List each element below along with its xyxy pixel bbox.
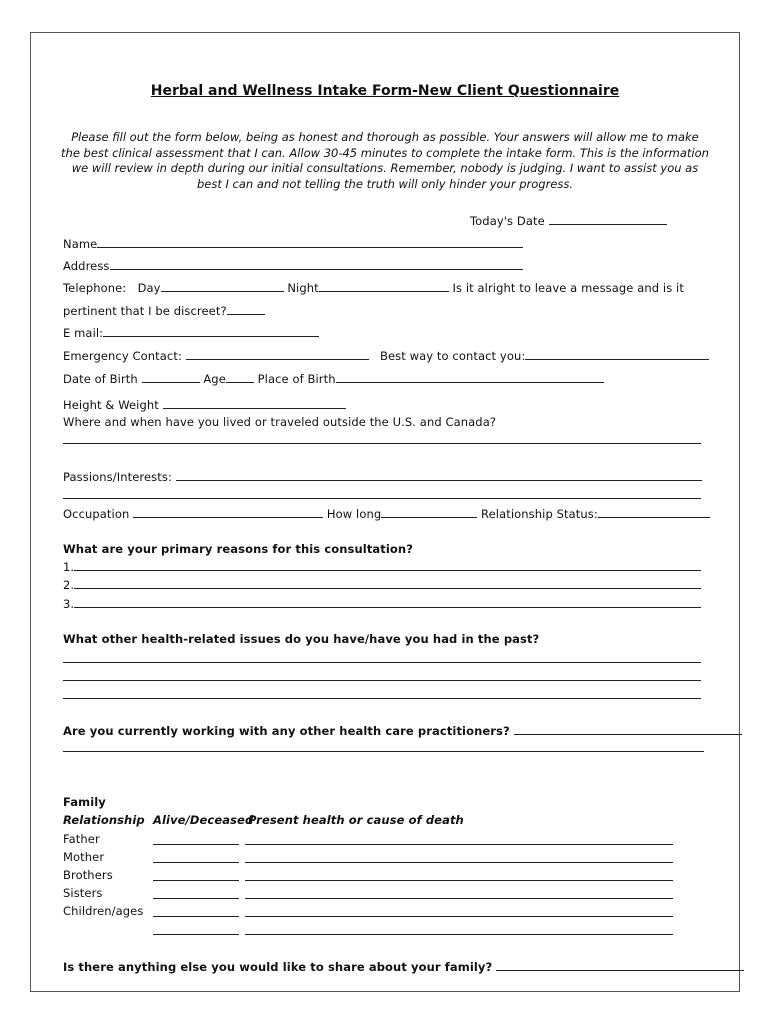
reason-1-label: 1.	[63, 560, 75, 574]
address-field[interactable]	[110, 259, 523, 270]
height-weight-label: Height & Weight	[63, 398, 159, 412]
mother-status-field[interactable]	[153, 862, 239, 863]
todays-date-label: Today's Date	[470, 214, 545, 228]
name-label: Name	[63, 237, 98, 251]
brothers-label: Brothers	[63, 868, 113, 882]
email-field[interactable]	[103, 326, 319, 337]
passions-label: Passions/Interests:	[63, 470, 172, 484]
health-issues-field-2[interactable]	[63, 680, 701, 681]
family-share-field[interactable]	[496, 960, 744, 971]
mother-health-field[interactable]	[245, 862, 673, 863]
relationship-header: Relationship	[63, 813, 145, 827]
day-phone-field[interactable]	[161, 281, 284, 292]
name-field[interactable]	[97, 237, 523, 248]
family-heading: Family	[63, 795, 106, 809]
health-issues-field-1[interactable]	[63, 662, 701, 663]
address-label: Address	[63, 259, 110, 273]
dob-field[interactable]	[142, 372, 200, 383]
night-label: Night	[287, 281, 319, 295]
family-share-row	[63, 960, 744, 974]
emergency-contact-field[interactable]	[186, 349, 369, 360]
sisters-label: Sisters	[63, 886, 103, 900]
children-health-field[interactable]	[245, 916, 673, 917]
children-label: Children/ages	[63, 904, 144, 918]
father-status-field[interactable]	[153, 844, 239, 845]
practitioners-row	[63, 724, 742, 738]
reason-3-field[interactable]	[74, 597, 701, 608]
extra-health-field[interactable]	[245, 934, 673, 935]
best-way-label: Best way to contact you:	[379, 349, 526, 363]
sisters-health-field[interactable]	[245, 898, 673, 899]
dob-row	[63, 372, 604, 386]
lived-traveled-field[interactable]	[63, 443, 701, 444]
alive-deceased-header: Alive/Deceased	[153, 813, 254, 827]
height-weight-row	[63, 398, 346, 412]
reason-1-field[interactable]	[74, 560, 701, 571]
relationship-status-label: Relationship Status:	[481, 507, 598, 521]
father-label: Father	[63, 832, 100, 846]
father-health-field[interactable]	[245, 844, 673, 845]
discreet-row	[63, 304, 265, 318]
reason-2-row	[63, 578, 701, 592]
day-label: Day	[137, 281, 161, 295]
lived-traveled-label: Where and when have you lived or traveled outside the U.S. and Canada?	[63, 415, 497, 429]
discreet-label: pertinent that I be discreet?	[63, 304, 227, 318]
reason-2-field[interactable]	[74, 578, 701, 589]
passions-row	[63, 470, 702, 484]
reason-1-row	[63, 560, 701, 574]
family-share-label: Is there anything else you would like to share about your family?	[63, 960, 493, 974]
practitioners-field-line-2[interactable]	[63, 751, 704, 752]
name-row	[63, 237, 523, 251]
emergency-contact-label: Emergency Contact:	[63, 349, 182, 363]
discreet-field[interactable]	[227, 304, 265, 315]
emergency-row	[63, 349, 709, 363]
present-health-header: Present health or cause of death	[248, 813, 464, 827]
email-label: E mail:	[63, 326, 104, 340]
best-way-field[interactable]	[525, 349, 709, 360]
how-long-label: How long	[326, 507, 382, 521]
place-of-birth-field[interactable]	[336, 372, 604, 383]
extra-status-field[interactable]	[153, 934, 239, 935]
telephone-row	[63, 281, 684, 295]
age-label: Age	[203, 372, 226, 386]
night-phone-field[interactable]	[319, 281, 449, 292]
how-long-field[interactable]	[381, 507, 477, 518]
reason-3-row	[63, 597, 701, 611]
telephone-label: Telephone:	[63, 281, 127, 295]
mother-label: Mother	[63, 850, 105, 864]
practitioners-label: Are you currently working with any other health care practitioners?	[63, 724, 510, 738]
passions-field-line-2[interactable]	[63, 498, 701, 499]
occupation-field[interactable]	[133, 507, 323, 518]
health-issues-label: What other health-related issues do you have/have you had in the past?	[63, 632, 540, 646]
brothers-status-field[interactable]	[153, 880, 239, 881]
message-question: Is it alright to leave a message and is it	[452, 281, 684, 295]
age-field[interactable]	[226, 372, 254, 383]
address-row	[63, 259, 523, 273]
todays-date-field[interactable]	[549, 214, 667, 225]
todays-date-row	[470, 214, 667, 228]
children-status-field[interactable]	[153, 916, 239, 917]
dob-label: Date of Birth	[63, 372, 138, 386]
sisters-status-field[interactable]	[153, 898, 239, 899]
primary-reasons-label: What are your primary reasons for this consultation?	[63, 542, 413, 556]
form-title: Herbal and Wellness Intake Form-New Client Questionnaire	[150, 83, 620, 99]
health-issues-field-3[interactable]	[63, 698, 701, 699]
reason-2-label: 2.	[63, 578, 75, 592]
practitioners-field[interactable]	[514, 724, 742, 735]
height-weight-field[interactable]	[163, 398, 346, 409]
relationship-status-field[interactable]	[598, 507, 710, 518]
passions-field[interactable]	[176, 470, 702, 481]
intro-text: Please fill out the form below, being as honest and thorough as possible. Your answers will allow me to make the best clinical assessment that I can. Allow 30-45 minutes to complete the intake form. This is the information we will review in depth during our initial consultations. Remember, nobody is judging. I want to assist you as best I can and not telling the truth will only hinder your progress.	[61, 130, 709, 191]
occupation-label: Occupation	[63, 507, 130, 521]
brothers-health-field[interactable]	[245, 880, 673, 881]
email-row	[63, 326, 319, 340]
place-of-birth-label: Place of Birth	[257, 372, 336, 386]
occupation-row	[63, 507, 710, 521]
reason-3-label: 3.	[63, 597, 75, 611]
